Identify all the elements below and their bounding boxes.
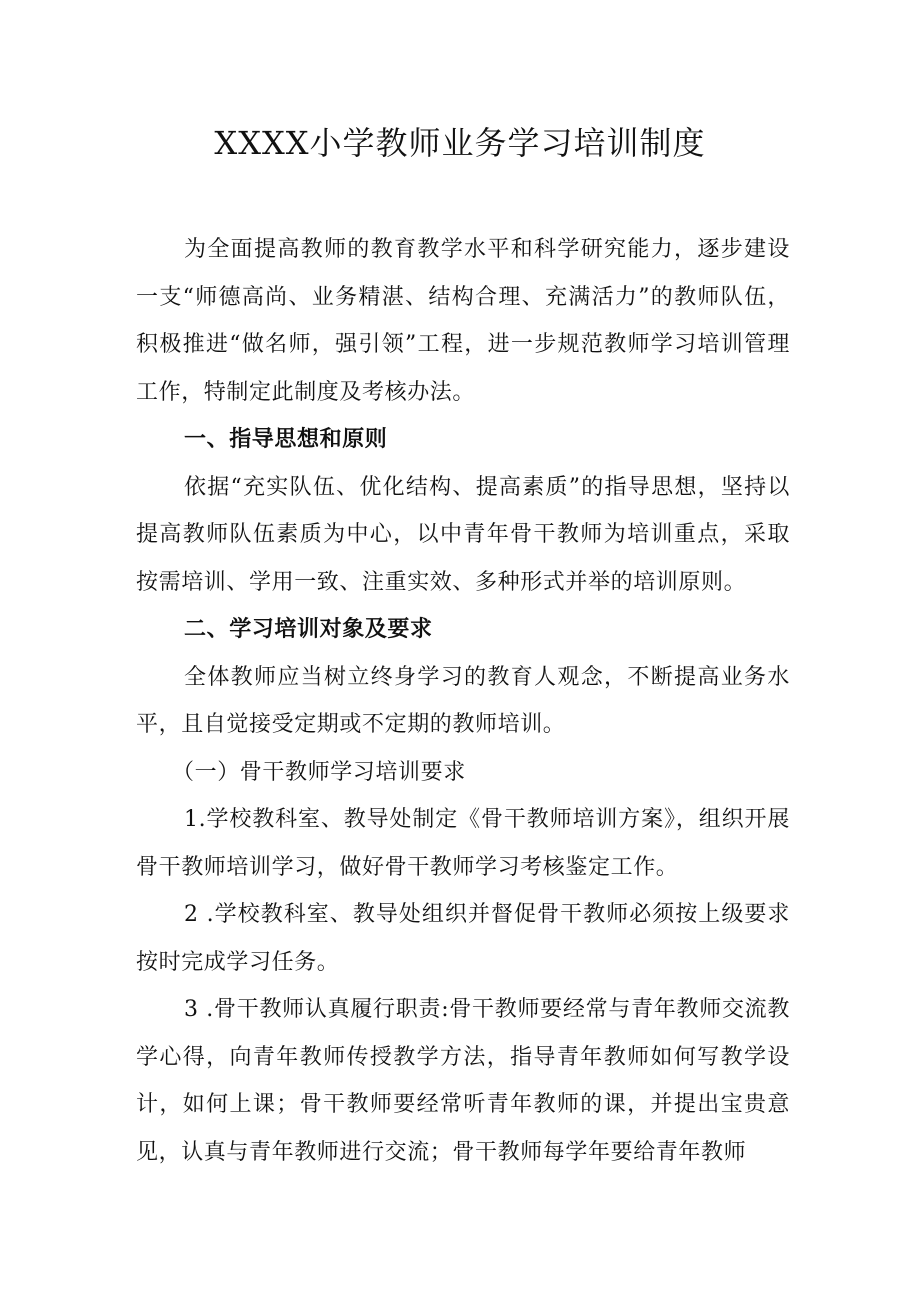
item-3-paragraph: 3 .骨干教师认真履行职责:骨干教师要经常与青年教师交流教学心得，向青年教师传授教学方法，指导青年教师如何写教学设计，如何上课；骨干教师要经常听青年教师的课，并提出宝贵意见，认真与青年教师进行交流；骨干教师每学年要给青年教师 [136, 997, 790, 1165]
document-body [136, 226, 790, 1176]
intro-paragraph: 为全面提高教师的教育教学水平和科学研究能力，逐步建设一支“师德高尚、业务精湛、结构合理、充满活力”的教师队伍，积极推进“做名师，强引领”工程，进一步规范教师学习培训管理工作，特制定此制度及考核办法。 [136, 237, 790, 405]
section-2-paragraph: 全体教师应当树立终身学习的教育人观念，不断提高业务水平，且自觉接受定期或不定期的教师培训。 [136, 664, 790, 737]
section-2-heading: 二、学习培训对象及要求 [184, 616, 433, 642]
section-1-paragraph: 依据“充实队伍、优化结构、提高素质”的指导思想，坚持以提高教师队伍素质为中心，以中青年骨干教师为培训重点，采取按需培训、学用一致、注重实效、多种形式并举的培训原则。 [136, 474, 790, 595]
item-2-paragraph: 2 .学校教科室、教导处组织并督促骨干教师必须按上级要求按时完成学习任务。 [136, 902, 790, 975]
item-1-paragraph: 1.学校教科室、教导处制定《骨干教师培训方案》，组织开展骨干教师培训学习，做好骨干教师学习考核鉴定工作。 [136, 807, 790, 880]
document-title: XXXX小学教师业务学习培训制度 [214, 124, 706, 162]
subsection-1-heading: （一）骨干教师学习培训要求 [172, 759, 466, 785]
section-1-heading: 一、指导思想和原则 [184, 426, 388, 452]
